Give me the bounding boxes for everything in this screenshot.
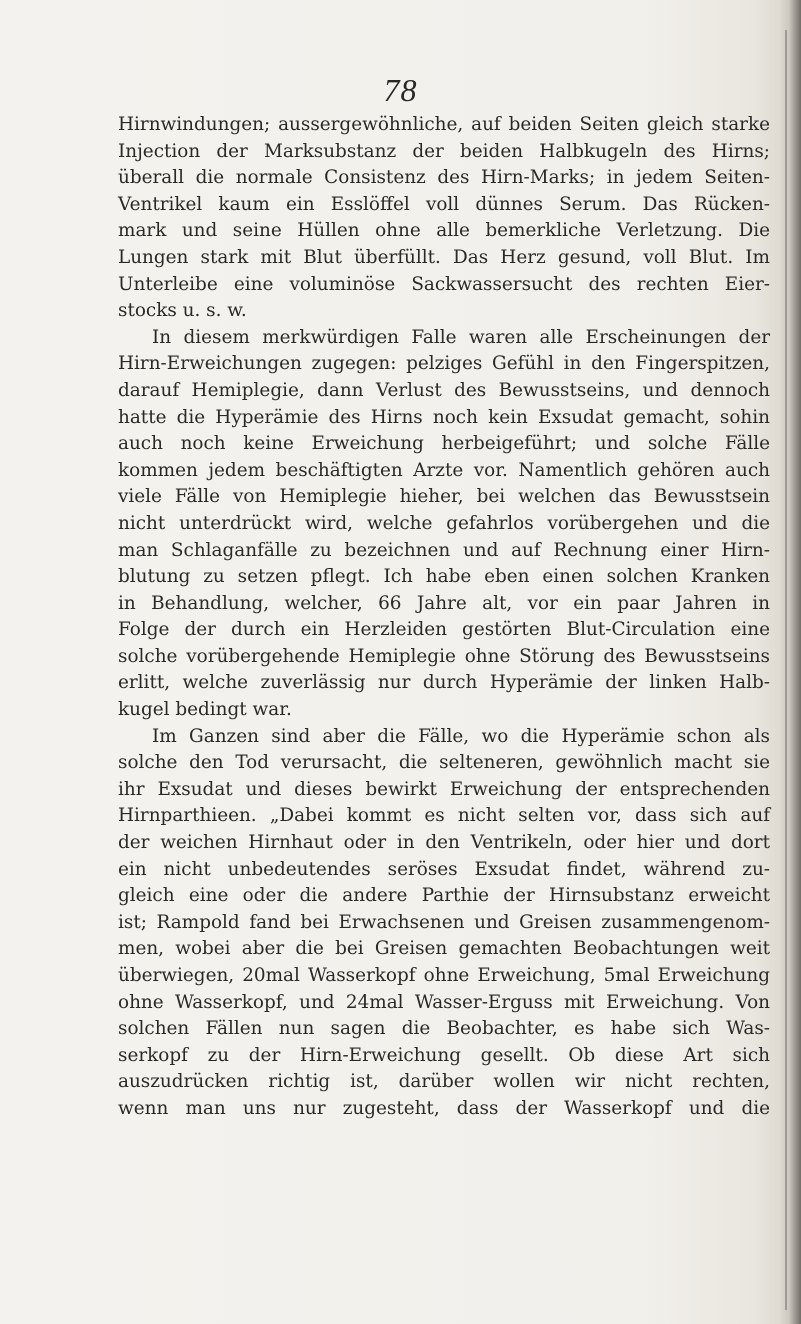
text-line: wenn man uns nur zugesteht, dass der Wasserkopf und die: [118, 1097, 770, 1119]
text-line: Injection der Marksubstanz der beiden Halbkugeln des Hirns;: [118, 140, 770, 162]
text-line: gleich eine oder die andere Parthie der Hirnsubstanz erweicht: [118, 885, 770, 907]
text-line: blutung zu setzen pflegt. Ich habe eben einen solchen Kranken: [118, 566, 770, 588]
text-line: Hirn-Erweichungen zugegen: pelziges Gefühl in den Fingerspitzen,: [118, 353, 770, 375]
text-line: auszudrücken richtig ist, darüber wollen wir nicht rechten,: [118, 1071, 770, 1093]
text-line: überall die normale Consistenz des Hirn-Marks; in jedem Seiten-: [118, 167, 770, 189]
text-line: men, wobei aber die bei Greisen gemachten Beobachtungen weit: [118, 938, 770, 960]
text-line: serkopf zu der Hirn-Erweichung gesellt. Ob diese Art sich: [118, 1044, 770, 1066]
text-line: ist; Rampold fand bei Erwachsenen und Greisen zusammengenom-: [118, 911, 770, 933]
text-line: Hirnwindungen; aussergewöhnliche, auf beiden Seiten gleich starke: [118, 114, 770, 135]
text-line: Ventrikel kaum ein Esslöffel voll dünnes Serum. Das Rücken-: [118, 193, 770, 215]
text-line: erlitt, welche zuverlässig nur durch Hyperämie der linken Halb-: [118, 672, 770, 694]
text-line: darauf Hemiplegie, dann Verlust des Bewusstseins, und dennoch: [118, 379, 770, 401]
page-edge-shadow: [779, 0, 801, 1324]
text-line: kommen jedem beschäftigten Arzte vor. Namentlich gehören auch: [118, 459, 770, 481]
text-line: überwiegen, 20mal Wasserkopf ohne Erweichung, 5mal Erweichung: [118, 965, 770, 986]
text-line: kugel bedingt war.: [118, 699, 292, 721]
text-line: Folge der durch ein Herzleiden gestörten Blut-Circulation eine: [118, 619, 770, 641]
text-line: hatte die Hyperämie des Hirns noch kein Exsudat gemacht, sohin: [118, 406, 770, 428]
page-number: 78: [383, 72, 418, 108]
text-line: der weichen Hirnhaut oder in den Ventrikeln, oder hier und dort: [118, 832, 770, 854]
text-line: Unterleibe eine voluminöse Sackwassersucht des rechten Eier-: [118, 273, 770, 295]
paragraph-start-line: In diesem merkwürdigen Falle waren alle Erscheinungen der: [152, 326, 770, 348]
text-line: viele Fälle von Hemiplegie hieher, bei welchen das Bewusstsein: [118, 486, 770, 508]
text-line: solchen Fällen nun sagen die Beobachter, es habe sich Was-: [118, 1018, 770, 1040]
text-line: solche vorübergehende Hemiplegie ohne Störung des Bewusstseins: [118, 645, 770, 667]
text-line: ein nicht unbedeutendes seröses Exsudat findet, während zu-: [118, 858, 770, 880]
text-line: man Schlaganfälle zu bezeichnen und auf Rechnung einer Hirn-: [118, 539, 770, 561]
binding-edge-line: [785, 30, 787, 1310]
text-line: stocks u. s. w.: [118, 300, 247, 322]
text-line: ihr Exsudat und dieses bewirkt Erweichung der entsprechenden: [118, 778, 770, 800]
text-line: mark und seine Hüllen ohne alle bemerkliche Verletzung. Die: [118, 220, 770, 242]
text-line: auch noch keine Erweichung herbeigeführt; und solche Fälle: [118, 433, 770, 455]
text-line: nicht unterdrückt wird, welche gefahrlos vorübergehen und die: [118, 512, 770, 534]
paragraph-start-line: Im Ganzen sind aber die Fälle, wo die Hyperämie schon als: [152, 725, 770, 747]
text-line: solche den Tod verursacht, die selteneren, gewöhnlich macht sie: [118, 752, 770, 774]
text-line: Lungen stark mit Blut überfüllt. Das Herz gesund, voll Blut. Im: [118, 246, 770, 268]
text-line: Hirnparthieen. „Dabei kommt es nicht selten vor, dass sich auf: [118, 805, 770, 827]
text-line: ohne Wasserkopf, und 24mal Wasser-Erguss mit Erweichung. Von: [118, 991, 770, 1013]
body-text: [118, 112, 770, 1123]
text-line: in Behandlung, welcher, 66 Jahre alt, vor ein paar Jahren in: [118, 592, 770, 614]
